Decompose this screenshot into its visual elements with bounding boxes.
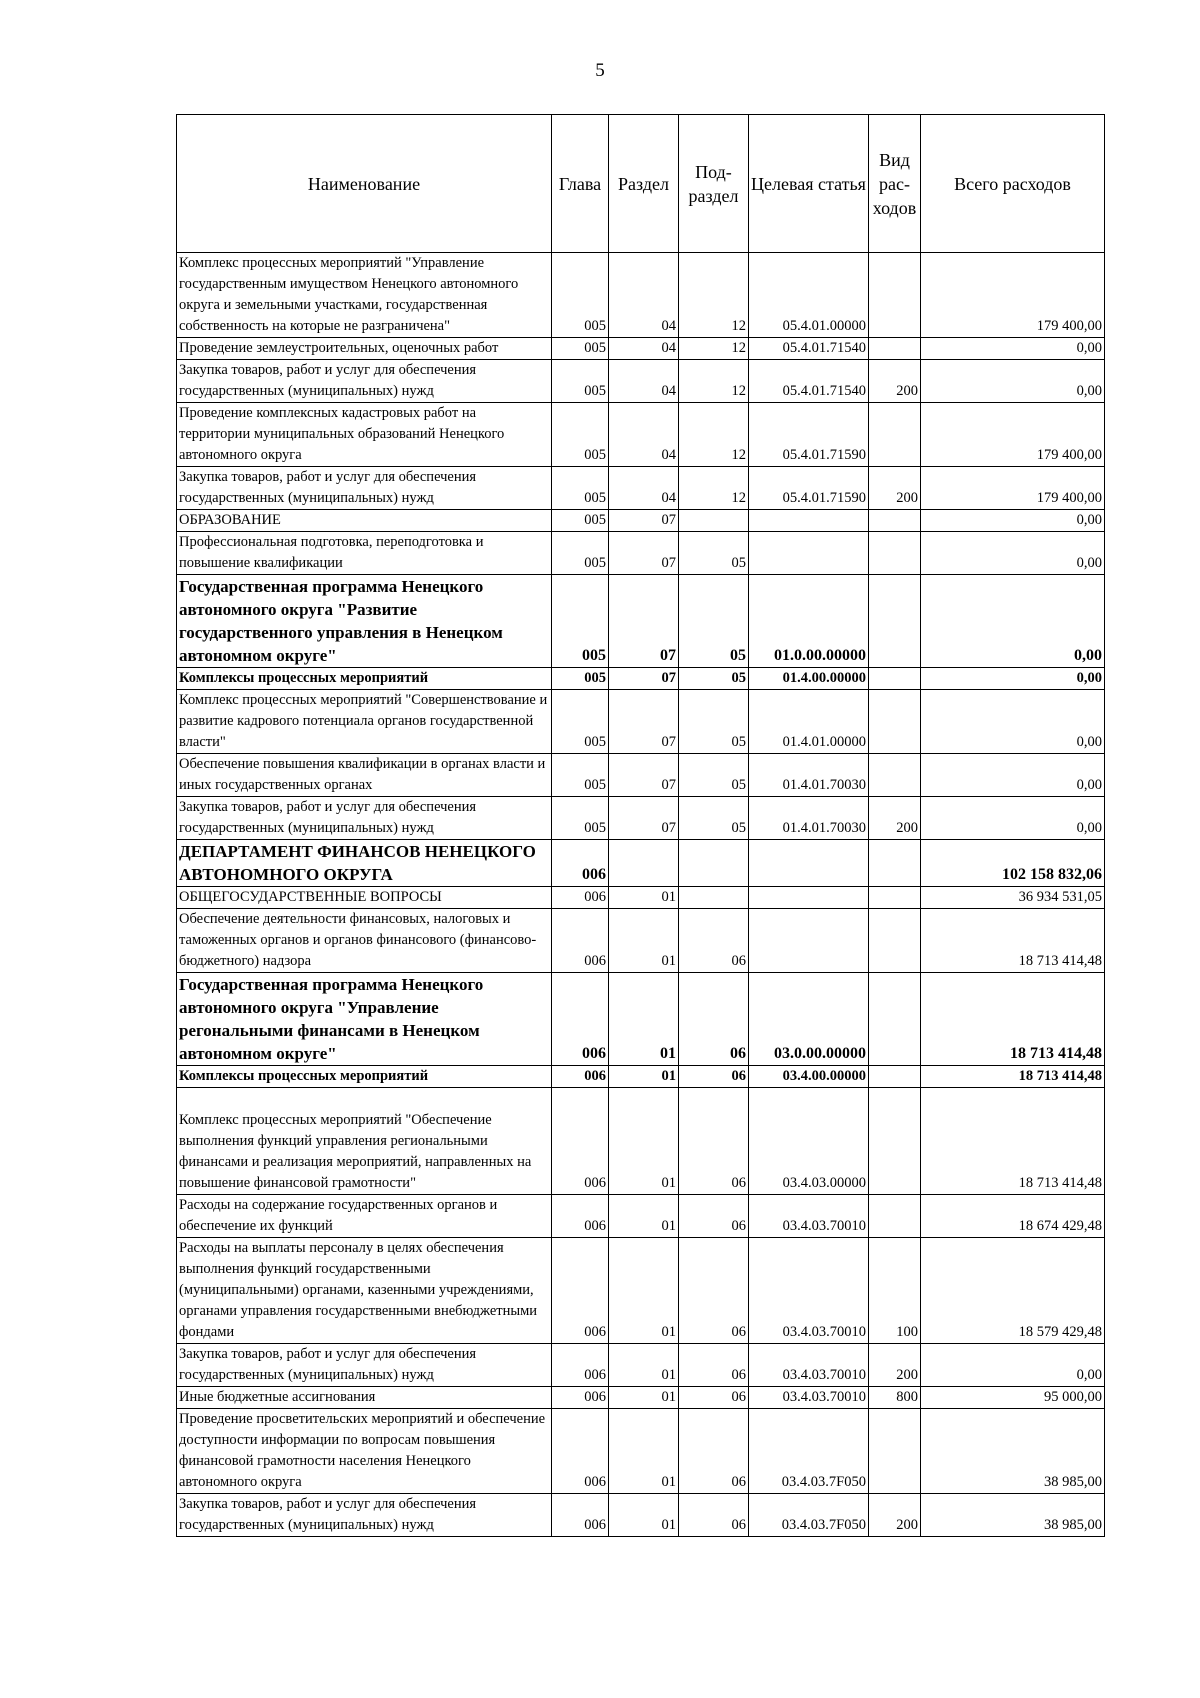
- cell-vid: 200: [869, 797, 921, 840]
- cell-vid: [869, 1195, 921, 1238]
- cell-glava: 006: [552, 1195, 609, 1238]
- budget-table: [176, 114, 1105, 1537]
- cell-total: 179 400,00: [921, 253, 1105, 338]
- cell-stat: 05.4.01.71540: [749, 360, 869, 403]
- cell-stat: 01.4.01.00000: [749, 690, 869, 754]
- cell-glava: 006: [552, 973, 609, 1066]
- cell-razdel: 01: [609, 1344, 679, 1387]
- table-row: [177, 797, 1105, 840]
- cell-total: 0,00: [921, 668, 1105, 690]
- cell-razdel: 01: [609, 909, 679, 973]
- cell-name: Комплексы процессных мероприятий: [177, 1066, 552, 1088]
- cell-razdel: [609, 840, 679, 887]
- cell-name: Проведение комплексных кадастровых работ на территории муниципальных образований Ненецкого автономного округа: [177, 403, 552, 467]
- cell-glava: 005: [552, 668, 609, 690]
- cell-podrazdel: 06: [679, 1238, 749, 1344]
- table-row: [177, 253, 1105, 338]
- cell-vid: [869, 909, 921, 973]
- cell-total: 18 713 414,48: [921, 973, 1105, 1066]
- page-number: 5: [595, 60, 605, 81]
- cell-vid: 100: [869, 1238, 921, 1344]
- cell-stat: 03.4.03.70010: [749, 1238, 869, 1344]
- cell-razdel: 04: [609, 360, 679, 403]
- cell-total: 18 713 414,48: [921, 1066, 1105, 1088]
- cell-podrazdel: 05: [679, 575, 749, 668]
- cell-glava: 005: [552, 253, 609, 338]
- cell-podrazdel: [679, 510, 749, 532]
- cell-total: 0,00: [921, 754, 1105, 797]
- cell-razdel: 07: [609, 668, 679, 690]
- cell-razdel: 07: [609, 690, 679, 754]
- cell-name: Комплекс процессных мероприятий "Совершенствование и развитие кадрового потенциала органов государственной власти": [177, 690, 552, 754]
- cell-vid: 200: [869, 1344, 921, 1387]
- cell-glava: 005: [552, 690, 609, 754]
- cell-name: Обеспечение повышения квалификации в органах власти и иных государственных органах: [177, 754, 552, 797]
- cell-stat: 03.4.03.7F050: [749, 1409, 869, 1494]
- cell-glava: 005: [552, 754, 609, 797]
- cell-razdel: 01: [609, 973, 679, 1066]
- table-row: [177, 1494, 1105, 1537]
- table-row: [177, 1344, 1105, 1387]
- cell-podrazdel: 06: [679, 1387, 749, 1409]
- cell-glava: 005: [552, 338, 609, 360]
- cell-podrazdel: 06: [679, 973, 749, 1066]
- cell-stat: 01.0.00.00000: [749, 575, 869, 668]
- header-total: Всего расходов: [921, 115, 1105, 253]
- cell-name: Расходы на содержание государственных органов и обеспечение их функций: [177, 1195, 552, 1238]
- cell-vid: [869, 403, 921, 467]
- cell-podrazdel: 12: [679, 360, 749, 403]
- cell-total: 0,00: [921, 690, 1105, 754]
- cell-total: 179 400,00: [921, 403, 1105, 467]
- cell-vid: [869, 754, 921, 797]
- cell-total: 0,00: [921, 1344, 1105, 1387]
- table-row: [177, 510, 1105, 532]
- cell-stat: 05.4.01.71590: [749, 403, 869, 467]
- cell-stat: 03.4.03.70010: [749, 1195, 869, 1238]
- cell-glava: 006: [552, 1088, 609, 1195]
- cell-total: 18 713 414,48: [921, 1088, 1105, 1195]
- cell-podrazdel: [679, 887, 749, 909]
- cell-vid: [869, 532, 921, 575]
- cell-name: Закупка товаров, работ и услуг для обеспечения государственных (муниципальных) нужд: [177, 360, 552, 403]
- cell-glava: 006: [552, 909, 609, 973]
- cell-total: 0,00: [921, 575, 1105, 668]
- table-row: [177, 1238, 1105, 1344]
- cell-stat: 03.4.03.00000: [749, 1088, 869, 1195]
- cell-total: 102 158 832,06: [921, 840, 1105, 887]
- cell-total: 179 400,00: [921, 467, 1105, 510]
- cell-glava: 006: [552, 1494, 609, 1537]
- cell-glava: 006: [552, 1387, 609, 1409]
- cell-glava: 006: [552, 887, 609, 909]
- cell-name: Закупка товаров, работ и услуг для обеспечения государственных (муниципальных) нужд: [177, 1344, 552, 1387]
- cell-podrazdel: 06: [679, 1066, 749, 1088]
- cell-razdel: 07: [609, 510, 679, 532]
- cell-total: 0,00: [921, 360, 1105, 403]
- table-row: [177, 532, 1105, 575]
- cell-podrazdel: 06: [679, 1494, 749, 1537]
- cell-razdel: 04: [609, 253, 679, 338]
- table-row: [177, 909, 1105, 973]
- cell-glava: 006: [552, 1344, 609, 1387]
- cell-glava: 006: [552, 840, 609, 887]
- cell-name: Расходы на выплаты персоналу в целях обеспечения выполнения функций государственными (муниципальными) органами, казенными учреждениями, органами управления государственными внебюджетными фондами: [177, 1238, 552, 1344]
- cell-name: ДЕПАРТАМЕНТ ФИНАНСОВ НЕНЕЦКОГО АВТОНОМНОГО ОКРУГА: [177, 840, 552, 887]
- cell-podrazdel: 12: [679, 253, 749, 338]
- cell-podrazdel: 06: [679, 1344, 749, 1387]
- cell-glava: 005: [552, 575, 609, 668]
- cell-razdel: 07: [609, 754, 679, 797]
- cell-podrazdel: 06: [679, 909, 749, 973]
- cell-razdel: 07: [609, 532, 679, 575]
- table-row: [177, 1088, 1105, 1195]
- cell-vid: [869, 668, 921, 690]
- cell-podrazdel: 12: [679, 403, 749, 467]
- cell-stat: 05.4.01.71590: [749, 467, 869, 510]
- cell-razdel: 01: [609, 1238, 679, 1344]
- cell-name: Обеспечение деятельности финансовых, налоговых и таможенных органов и органов финансового (финансово-бюджетного) надзора: [177, 909, 552, 973]
- cell-razdel: 04: [609, 338, 679, 360]
- header-razdel: Раздел: [609, 115, 679, 253]
- cell-vid: 200: [869, 360, 921, 403]
- cell-total: 95 000,00: [921, 1387, 1105, 1409]
- header-glava: Глава: [552, 115, 609, 253]
- header-vid: Вид рас-ходов: [869, 115, 921, 253]
- cell-stat: 03.4.03.7F050: [749, 1494, 869, 1537]
- cell-stat: 05.4.01.71540: [749, 338, 869, 360]
- cell-podrazdel: 12: [679, 467, 749, 510]
- table-row: [177, 840, 1105, 887]
- cell-glava: 005: [552, 467, 609, 510]
- cell-total: 36 934 531,05: [921, 887, 1105, 909]
- cell-stat: 03.4.03.70010: [749, 1387, 869, 1409]
- cell-podrazdel: 05: [679, 668, 749, 690]
- table-row: [177, 360, 1105, 403]
- table-row: [177, 668, 1105, 690]
- cell-glava: 005: [552, 797, 609, 840]
- cell-name: ОБЩЕГОСУДАРСТВЕННЫЕ ВОПРОСЫ: [177, 887, 552, 909]
- cell-glava: 006: [552, 1066, 609, 1088]
- cell-podrazdel: 05: [679, 797, 749, 840]
- cell-glava: 005: [552, 360, 609, 403]
- cell-stat: 03.4.00.00000: [749, 1066, 869, 1088]
- cell-name: Государственная программа Ненецкого автономного округа "Развитие государственного управления в Ненецком автономном округе": [177, 575, 552, 668]
- cell-stat: 01.4.01.70030: [749, 754, 869, 797]
- cell-name: Государственная программа Ненецкого автономного округа "Управление регональными финансами в Ненецком автономном округе": [177, 973, 552, 1066]
- cell-stat: 05.4.01.00000: [749, 253, 869, 338]
- cell-name: Комплексы процессных мероприятий: [177, 668, 552, 690]
- cell-razdel: 01: [609, 1387, 679, 1409]
- cell-name: Закупка товаров, работ и услуг для обеспечения государственных (муниципальных) нужд: [177, 797, 552, 840]
- cell-glava: 005: [552, 532, 609, 575]
- cell-podrazdel: [679, 840, 749, 887]
- cell-name: Проведение землеустроительных, оценочных работ: [177, 338, 552, 360]
- cell-name: Закупка товаров, работ и услуг для обеспечения государственных (муниципальных) нужд: [177, 1494, 552, 1537]
- cell-vid: [869, 887, 921, 909]
- cell-stat: 01.4.01.70030: [749, 797, 869, 840]
- cell-razdel: 01: [609, 1494, 679, 1537]
- cell-razdel: 04: [609, 403, 679, 467]
- cell-name: Закупка товаров, работ и услуг для обеспечения государственных (муниципальных) нужд: [177, 467, 552, 510]
- cell-razdel: 04: [609, 467, 679, 510]
- cell-glava: 006: [552, 1409, 609, 1494]
- cell-stat: [749, 532, 869, 575]
- table-row: [177, 754, 1105, 797]
- cell-razdel: 01: [609, 1088, 679, 1195]
- table-row: [177, 1066, 1105, 1088]
- table-row: [177, 887, 1105, 909]
- cell-razdel: 07: [609, 797, 679, 840]
- cell-podrazdel: 05: [679, 690, 749, 754]
- cell-stat: 03.4.03.70010: [749, 1344, 869, 1387]
- cell-glava: 006: [552, 1238, 609, 1344]
- cell-glava: 005: [552, 510, 609, 532]
- cell-name: Комплекс процессных мероприятий "Обеспечение выполнения функций управления региональными финансами и реализация мероприятий, направленных на повышение финансовой грамотности": [177, 1088, 552, 1195]
- header-name: Наименование: [177, 115, 552, 253]
- cell-razdel: 01: [609, 1409, 679, 1494]
- cell-total: 0,00: [921, 797, 1105, 840]
- cell-total: 38 985,00: [921, 1494, 1105, 1537]
- cell-podrazdel: 06: [679, 1409, 749, 1494]
- cell-name: ОБРАЗОВАНИЕ: [177, 510, 552, 532]
- cell-total: 0,00: [921, 338, 1105, 360]
- table-row: [177, 467, 1105, 510]
- cell-razdel: 01: [609, 1066, 679, 1088]
- cell-vid: [869, 338, 921, 360]
- table-row: [177, 690, 1105, 754]
- cell-vid: [869, 575, 921, 668]
- cell-vid: [869, 690, 921, 754]
- cell-vid: [869, 1066, 921, 1088]
- table-row: [177, 575, 1105, 668]
- cell-podrazdel: 05: [679, 754, 749, 797]
- table-row: [177, 338, 1105, 360]
- cell-vid: 200: [869, 467, 921, 510]
- cell-razdel: 01: [609, 1195, 679, 1238]
- cell-razdel: 07: [609, 575, 679, 668]
- cell-podrazdel: 06: [679, 1195, 749, 1238]
- cell-vid: 200: [869, 1494, 921, 1537]
- table-row: [177, 1387, 1105, 1409]
- cell-razdel: 01: [609, 887, 679, 909]
- cell-vid: [869, 840, 921, 887]
- cell-name: Проведение просветительских мероприятий и обеспечение доступности информации по вопросам повышения финансовой грамотности населения Ненецкого автономного округа: [177, 1409, 552, 1494]
- cell-vid: [869, 253, 921, 338]
- cell-glava: 005: [552, 403, 609, 467]
- table-row: [177, 1195, 1105, 1238]
- cell-vid: [869, 1088, 921, 1195]
- cell-podrazdel: 12: [679, 338, 749, 360]
- cell-name: Иные бюджетные ассигнования: [177, 1387, 552, 1409]
- table-header-row: [177, 115, 1105, 253]
- cell-stat: [749, 909, 869, 973]
- cell-vid: [869, 973, 921, 1066]
- cell-total: 0,00: [921, 532, 1105, 575]
- cell-podrazdel: 05: [679, 532, 749, 575]
- header-stat: Целевая статья: [749, 115, 869, 253]
- table-row: [177, 403, 1105, 467]
- cell-total: 0,00: [921, 510, 1105, 532]
- table-row: [177, 973, 1105, 1066]
- table-row: [177, 1409, 1105, 1494]
- cell-total: 38 985,00: [921, 1409, 1105, 1494]
- cell-total: 18 579 429,48: [921, 1238, 1105, 1344]
- cell-vid: [869, 510, 921, 532]
- cell-vid: 800: [869, 1387, 921, 1409]
- cell-podrazdel: 06: [679, 1088, 749, 1195]
- cell-vid: [869, 1409, 921, 1494]
- cell-stat: 03.0.00.00000: [749, 973, 869, 1066]
- cell-name: Профессиональная подготовка, переподготовка и повышение квалификации: [177, 532, 552, 575]
- cell-stat: [749, 887, 869, 909]
- cell-total: 18 674 429,48: [921, 1195, 1105, 1238]
- cell-stat: [749, 510, 869, 532]
- header-podrazdel: Под-раздел: [679, 115, 749, 253]
- cell-stat: [749, 840, 869, 887]
- cell-stat: 01.4.00.00000: [749, 668, 869, 690]
- cell-total: 18 713 414,48: [921, 909, 1105, 973]
- cell-name: Комплекс процессных мероприятий "Управление государственным имуществом Ненецкого автономного округа и земельными участками, государственная собственность на которые не разграничена": [177, 253, 552, 338]
